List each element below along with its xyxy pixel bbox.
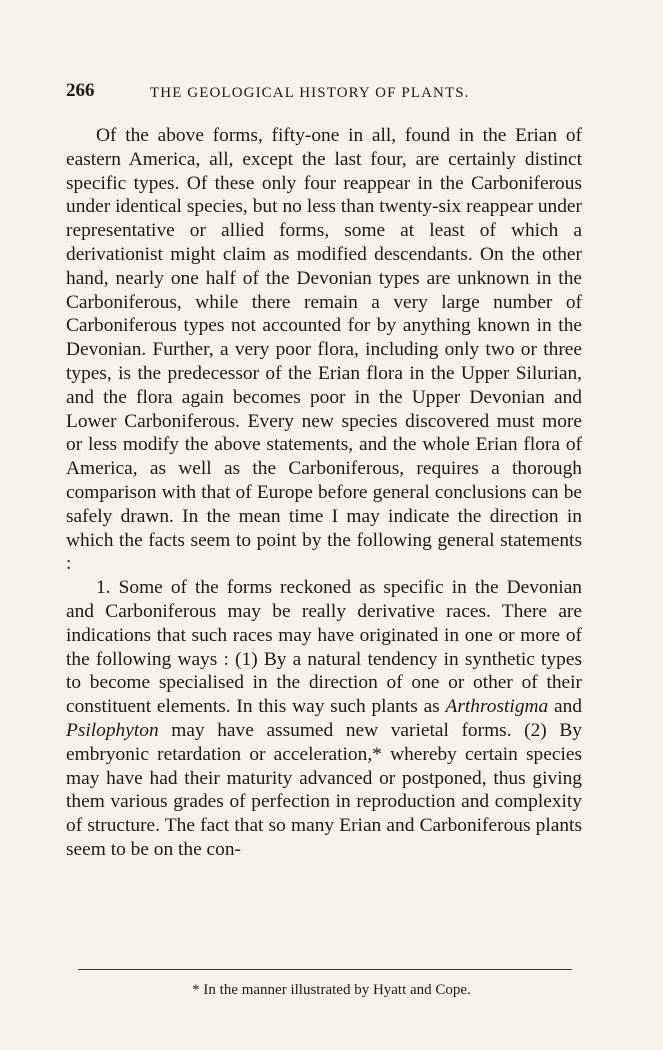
footnote: * In the manner illustrated by Hyatt and Cope.: [192, 982, 471, 998]
footnote-rule: [78, 969, 572, 970]
paragraph-text: 1. Some of the forms reckoned as specific in the Devonian and Carboniferous may be really derivative races. There are indications that such races may have originated in one or more of the following ways : (1) By a natural tendency in synthetic types to become specialised in the direction of one or other of their constituent elements. In this way such plants as: [66, 577, 582, 718]
genus-name: Psilophyton: [66, 719, 159, 741]
conjunction: and: [548, 696, 582, 718]
paragraph: Of the above forms, fifty-one in all, found in the Erian of eastern America, all, except the last four, are certainly distinct specific types. Of these only four reappear in the Carboniferous under identical species, but no less than twenty-six reappear under representative or allied forms, some at least of which a derivationist might claim as modified descendants. On the other hand, nearly one half of the Devonian types are unknown in the Carboniferous, while there remain a very large number of Carboniferous types not accounted for by anything known in the Devonian. Further, a very poor flora, including only two or three types, is the predecessor of the Erian flora in the Upper Silurian, and the flora again becomes poor in the Upper Devonian and Lower Carboniferous. Every new species discovered must more or less modify the above statements, and the whole Erian flora of America, as well as the Carboniferous, requires a thorough comparison with that of Europe before general conclusions can be safely drawn. In the mean time I may indicate the direction in which the facts seem to point by the following general statements :: [66, 125, 582, 575]
running-title: THE GEOLOGICAL HISTORY OF PLANTS.: [150, 85, 470, 101]
page-number: 266: [66, 80, 95, 101]
genus-name: Arthrostigma: [445, 696, 549, 718]
body-text: [66, 124, 582, 862]
paragraph: [66, 576, 582, 862]
paragraph-text: may have assumed new varietal forms. (2) By embryonic retardation or acceleration,* whereby certain species may have had their maturity advanced or postponed, thus giving them various grades of perfection in reproduction and complexity of structure. The fact that so many Erian and Carboniferous plants seem to be on the con-: [66, 719, 582, 860]
